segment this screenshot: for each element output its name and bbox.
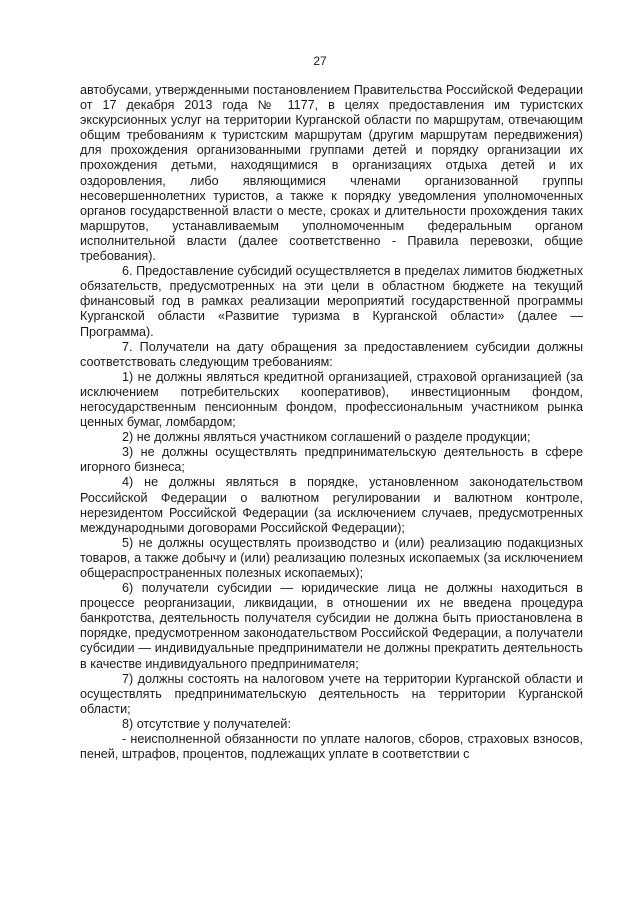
requirement-7: 7) должны состоять на налоговом учете на территории Курганской области и осуществлять предпринимательскую деятельность на территории Курганской области;: [80, 671, 583, 716]
requirement-6: 6) получатели субсидии — юридические лица не должны находиться в процессе реорганизации, ликвидации, в отношении их не введена процедура банкротства, деятельность получателя субсидии не должна быть приостановлена в порядке, предусмотренном законодательством Российской Федерации, а получатели субсидии — индивидуальные предприниматели не должны прекратить деятельность в качестве индивидуального предпринимателя;: [80, 581, 583, 671]
paragraph-6: 6. Предоставление субсидий осуществляется в пределах лимитов бюджетных обязательств, предусмотренных на эти цели в областном бюджете на текущий финансовый год в рамках реализации мероприятий государственной программы Курганской области «Развитие туризма в Курганской области» (далее — Программа).: [80, 264, 583, 339]
requirement-5: 5) не должны осуществлять производство и (или) реализацию подакцизных товаров, а также добычу и (или) реализацию полезных ископаемых (за исключением общераспространенных полезных ископаемых);: [80, 535, 583, 580]
requirement-2: 2) не должны являться участником соглашений о разделе продукции;: [122, 430, 531, 445]
requirement-8: 8) отсутствие у получателей:: [122, 716, 291, 731]
paragraph-7: 7. Получатели на дату обращения за предоставлением субсидии должны соответствовать следующим требованиям:: [80, 339, 583, 369]
paragraph-continuation: автобусами, утвержденными постановлением Правительства Российской Федерации от 17 декабря 2013 года № 1177, в целях предоставления им туристских экскурсионных услуг на территории Курганской области по маршрутам, отвечающим общим требованиям к туристским маршрутам (другим маршрутам передвижения) для прохождения организованными группами детей и порядку организации их прохождения детьми, находящимися в организациях отдыха детей и их оздоровления, либо являющимися членами организованной группы несовершеннолетних туристов, а также к порядку уведомления уполномоченных органов государственной власти о месте, сроках и длительности прохождения таких маршрутов, устанавливаемым уполномоченным федеральным органом исполнительной власти (далее соответственно - Правила перевозки, общие требования).: [80, 83, 583, 264]
requirement-3: 3) не должны осуществлять предпринимательскую деятельность в сфере игорного бизнеса;: [80, 445, 583, 475]
requirement-8-item: - неисполненной обязанности по уплате налогов, сборов, страховых взносов, пеней, штрафов, процентов, подлежащих уплате в соответствии с: [80, 732, 583, 762]
requirement-4: 4) не должны являться в порядке, установленном законодательством Российской Федерации о валютном регулировании и валютном контроле, нерезидентом Российской Федерации (за исключением случаев, предусмотренных международными договорами Российской Федерации);: [80, 475, 583, 535]
page-number: 27: [313, 54, 327, 68]
requirement-1: 1) не должны являться кредитной организацией, страховой организацией (за исключением потребительских кооперативов), инвестиционным фондом, негосударственным пенсионным фондом, профессиональным участником рынка ценных бумаг, ломбардом;: [80, 369, 583, 430]
document-text: [80, 83, 583, 762]
